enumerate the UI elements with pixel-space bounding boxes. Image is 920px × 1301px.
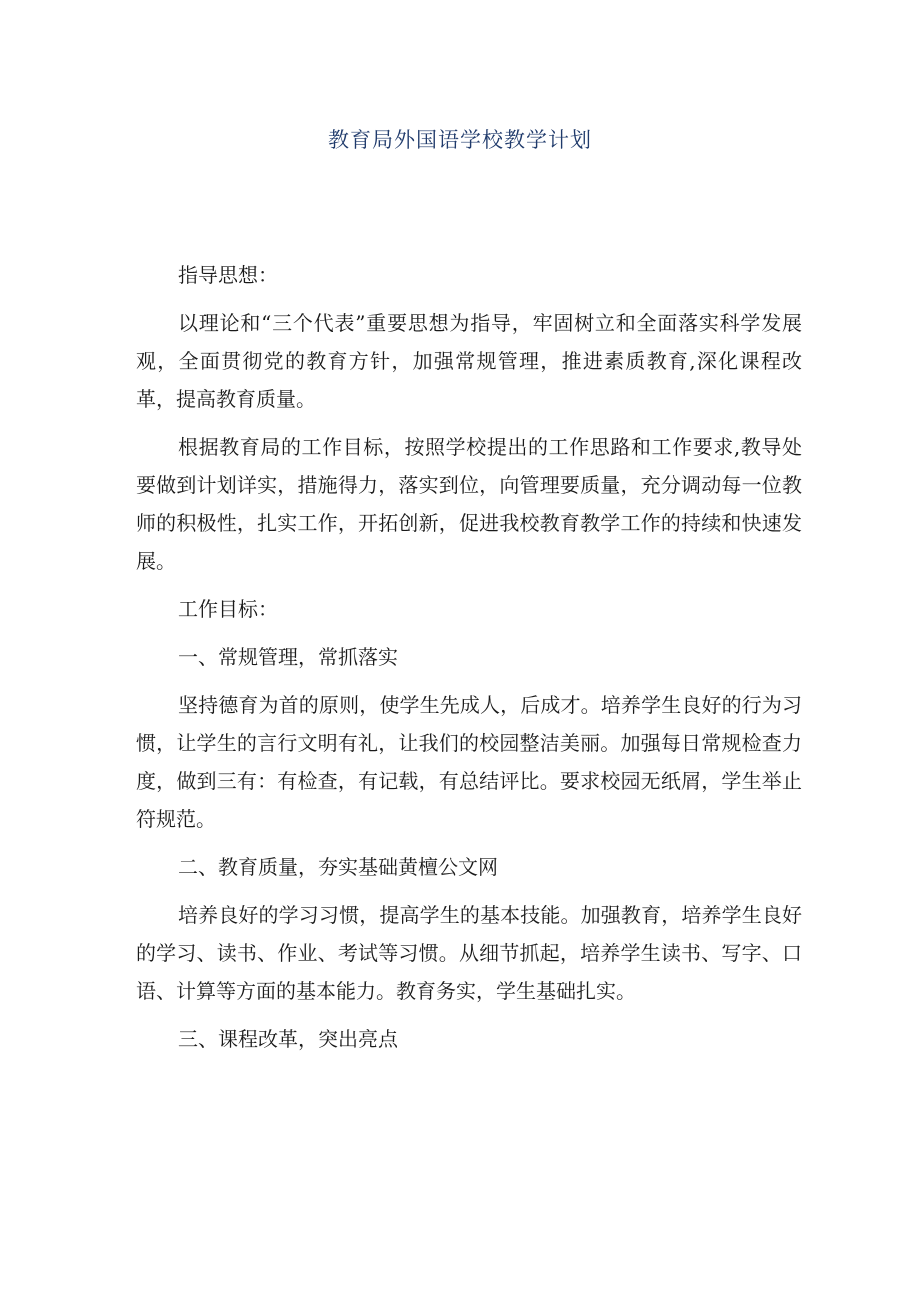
subheading-routine-management: 一、常规管理，常抓落实 <box>178 645 398 669</box>
subheading-education-quality: 二、教育质量，夯实基础黄檀公文网 <box>178 855 498 879</box>
paragraph-routine-management: 坚持德育为首的原则，使学生先成人，后成才。培养学生良好的行为习惯，让学生的言行文明有礼，让我们的校园整洁美丽。加强每日常规检查力度，做到三有：有检查，有记载，有总结评比。要求校园无纸屑，学生举止符规范。 <box>136 693 802 831</box>
subheading-curriculum-reform: 三、课程改革，突出亮点 <box>178 1027 398 1051</box>
paragraph-education-quality: 培养良好的学习习惯，提高学生的基本技能。加强教育，培养学生良好的学习、读书、作业、考试等习惯。从细节抓起，培养学生读书、写字、口语、计算等方面的基本能力。教育务实，学生基础扎实。 <box>136 903 802 1003</box>
section-heading-guiding-thought: 指导思想： <box>178 263 278 287</box>
paragraph-work-plan: 根据教育局的工作目标，按照学校提出的工作思路和工作要求,教导处要做到计划详实，措施得力，落实到位，向管理要质量，充分调动每一位教师的积极性，扎实工作，开拓创新，促进我校教育教学工作的持续和快速发展。 <box>136 435 802 573</box>
document-body <box>136 256 802 1068</box>
section-heading-work-goals: 工作目标： <box>178 597 278 621</box>
document-title: 教育局外国语学校教学计划 <box>328 128 592 152</box>
paragraph-guiding-thought: 以理论和“三个代表”重要思想为指导，牢固树立和全面落实科学发展观，全面贯彻党的教育方针，加强常规管理，推进素质教育,深化课程改革，提高教育质量。 <box>136 311 802 411</box>
